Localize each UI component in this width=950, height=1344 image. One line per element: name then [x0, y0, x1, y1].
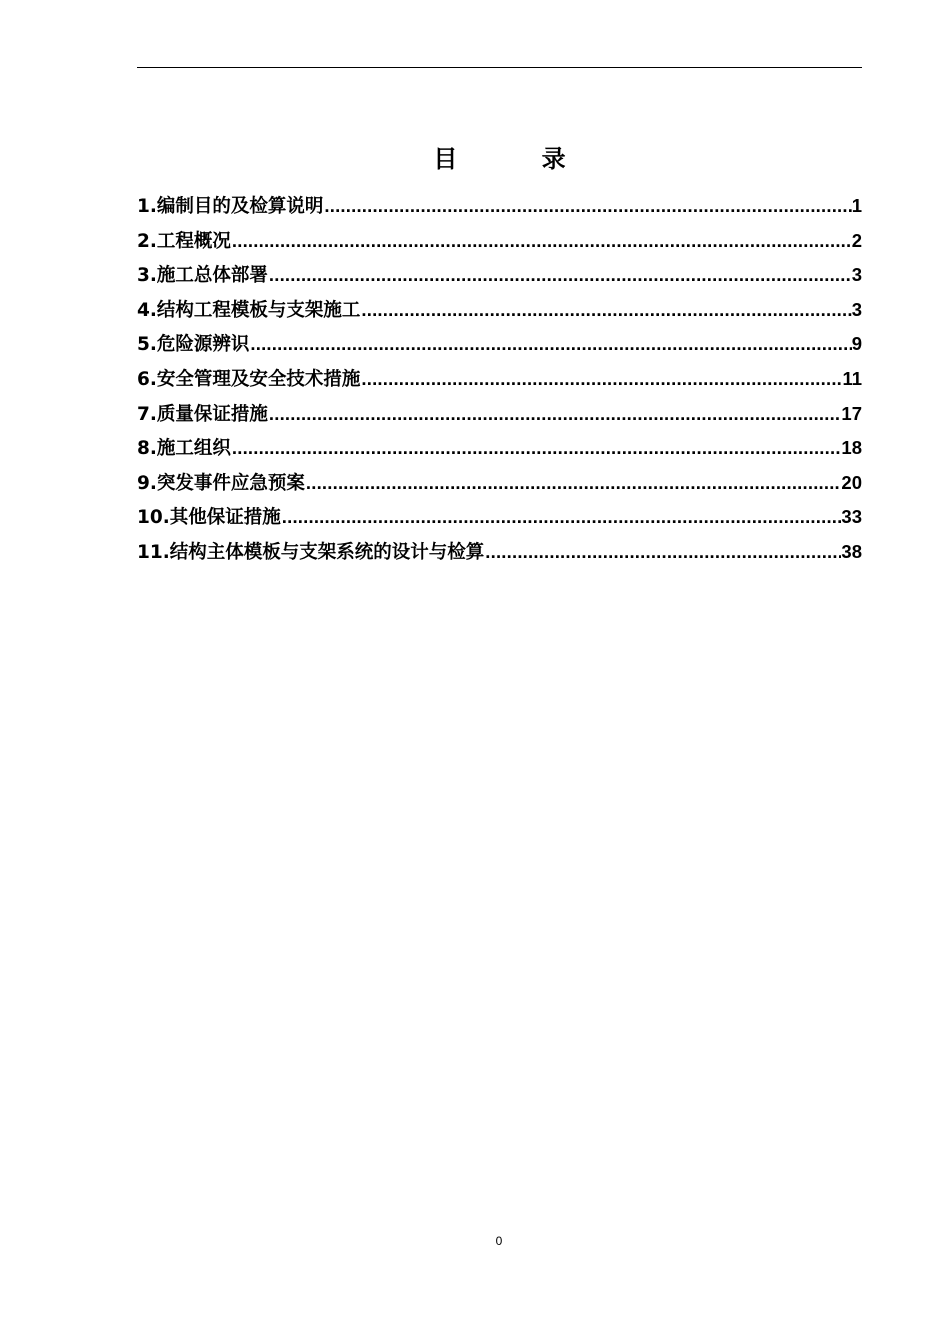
toc-entry[interactable] [137, 258, 862, 293]
toc-entry-label: 2.工程概况 [137, 230, 231, 252]
toc-entry-label: 1.编制目的及检算说明 [137, 196, 324, 217]
header-rule [137, 67, 862, 68]
toc-leader-dots [231, 431, 842, 466]
toc-entry-label: 9.突发事件应急预案 [137, 472, 305, 494]
toc-entry-label: 3.施工总体部署 [137, 265, 268, 287]
toc-entry[interactable] [137, 397, 862, 432]
toc-leader-dots [231, 224, 852, 259]
toc-entry-page: 33 [841, 506, 862, 528]
toc-leader-dots [305, 466, 842, 501]
toc-title: 目 录 [433, 145, 604, 173]
toc-leader-dots [360, 362, 842, 397]
toc-leader-dots [281, 500, 842, 535]
toc-entry[interactable] [137, 466, 862, 501]
toc-entry-page: 1 [851, 195, 862, 216]
toc-entry-page: 2 [851, 229, 862, 251]
toc-entry-label: 6.安全管理及安全技术措施 [137, 368, 361, 390]
toc-entry-label: 8.施工组织 [137, 438, 231, 460]
toc-entry-page: 3 [851, 298, 862, 320]
toc-entry-label: 11.结构主体模板与支架系统的设计与检算 [137, 541, 485, 563]
toc-leader-dots [360, 293, 851, 328]
toc-entry-page: 11 [842, 367, 862, 389]
toc-entry-page: 38 [841, 540, 862, 562]
toc-entry-page: 18 [841, 437, 862, 459]
toc-entry[interactable] [137, 535, 862, 570]
toc-entry-label: 7.质量保证措施 [137, 403, 268, 425]
toc-entry[interactable] [137, 293, 862, 328]
toc-entry[interactable] [137, 189, 862, 224]
page-number: 0 [495, 1234, 503, 1248]
toc-leader-dots [323, 189, 851, 224]
toc-list [137, 189, 862, 570]
toc-entry[interactable] [137, 327, 862, 362]
toc-entry[interactable] [137, 431, 862, 466]
toc-entry[interactable] [137, 224, 862, 259]
toc-entry-page: 20 [841, 471, 862, 493]
toc-entry-page: 17 [841, 402, 862, 424]
toc-entry-page: 3 [851, 264, 862, 286]
toc-entry-label: 10.其他保证措施 [137, 507, 281, 529]
toc-leader-dots [249, 327, 851, 362]
toc-leader-dots [484, 535, 841, 570]
toc-entry-label: 5.危险源辨识 [137, 334, 250, 356]
toc-entry-label: 4.结构工程模板与支架施工 [137, 299, 361, 321]
toc-entry[interactable] [137, 362, 862, 397]
toc-leader-dots [268, 258, 852, 293]
toc-entry-page: 9 [851, 333, 862, 355]
toc-leader-dots [268, 397, 842, 432]
toc-entry[interactable] [137, 500, 862, 535]
